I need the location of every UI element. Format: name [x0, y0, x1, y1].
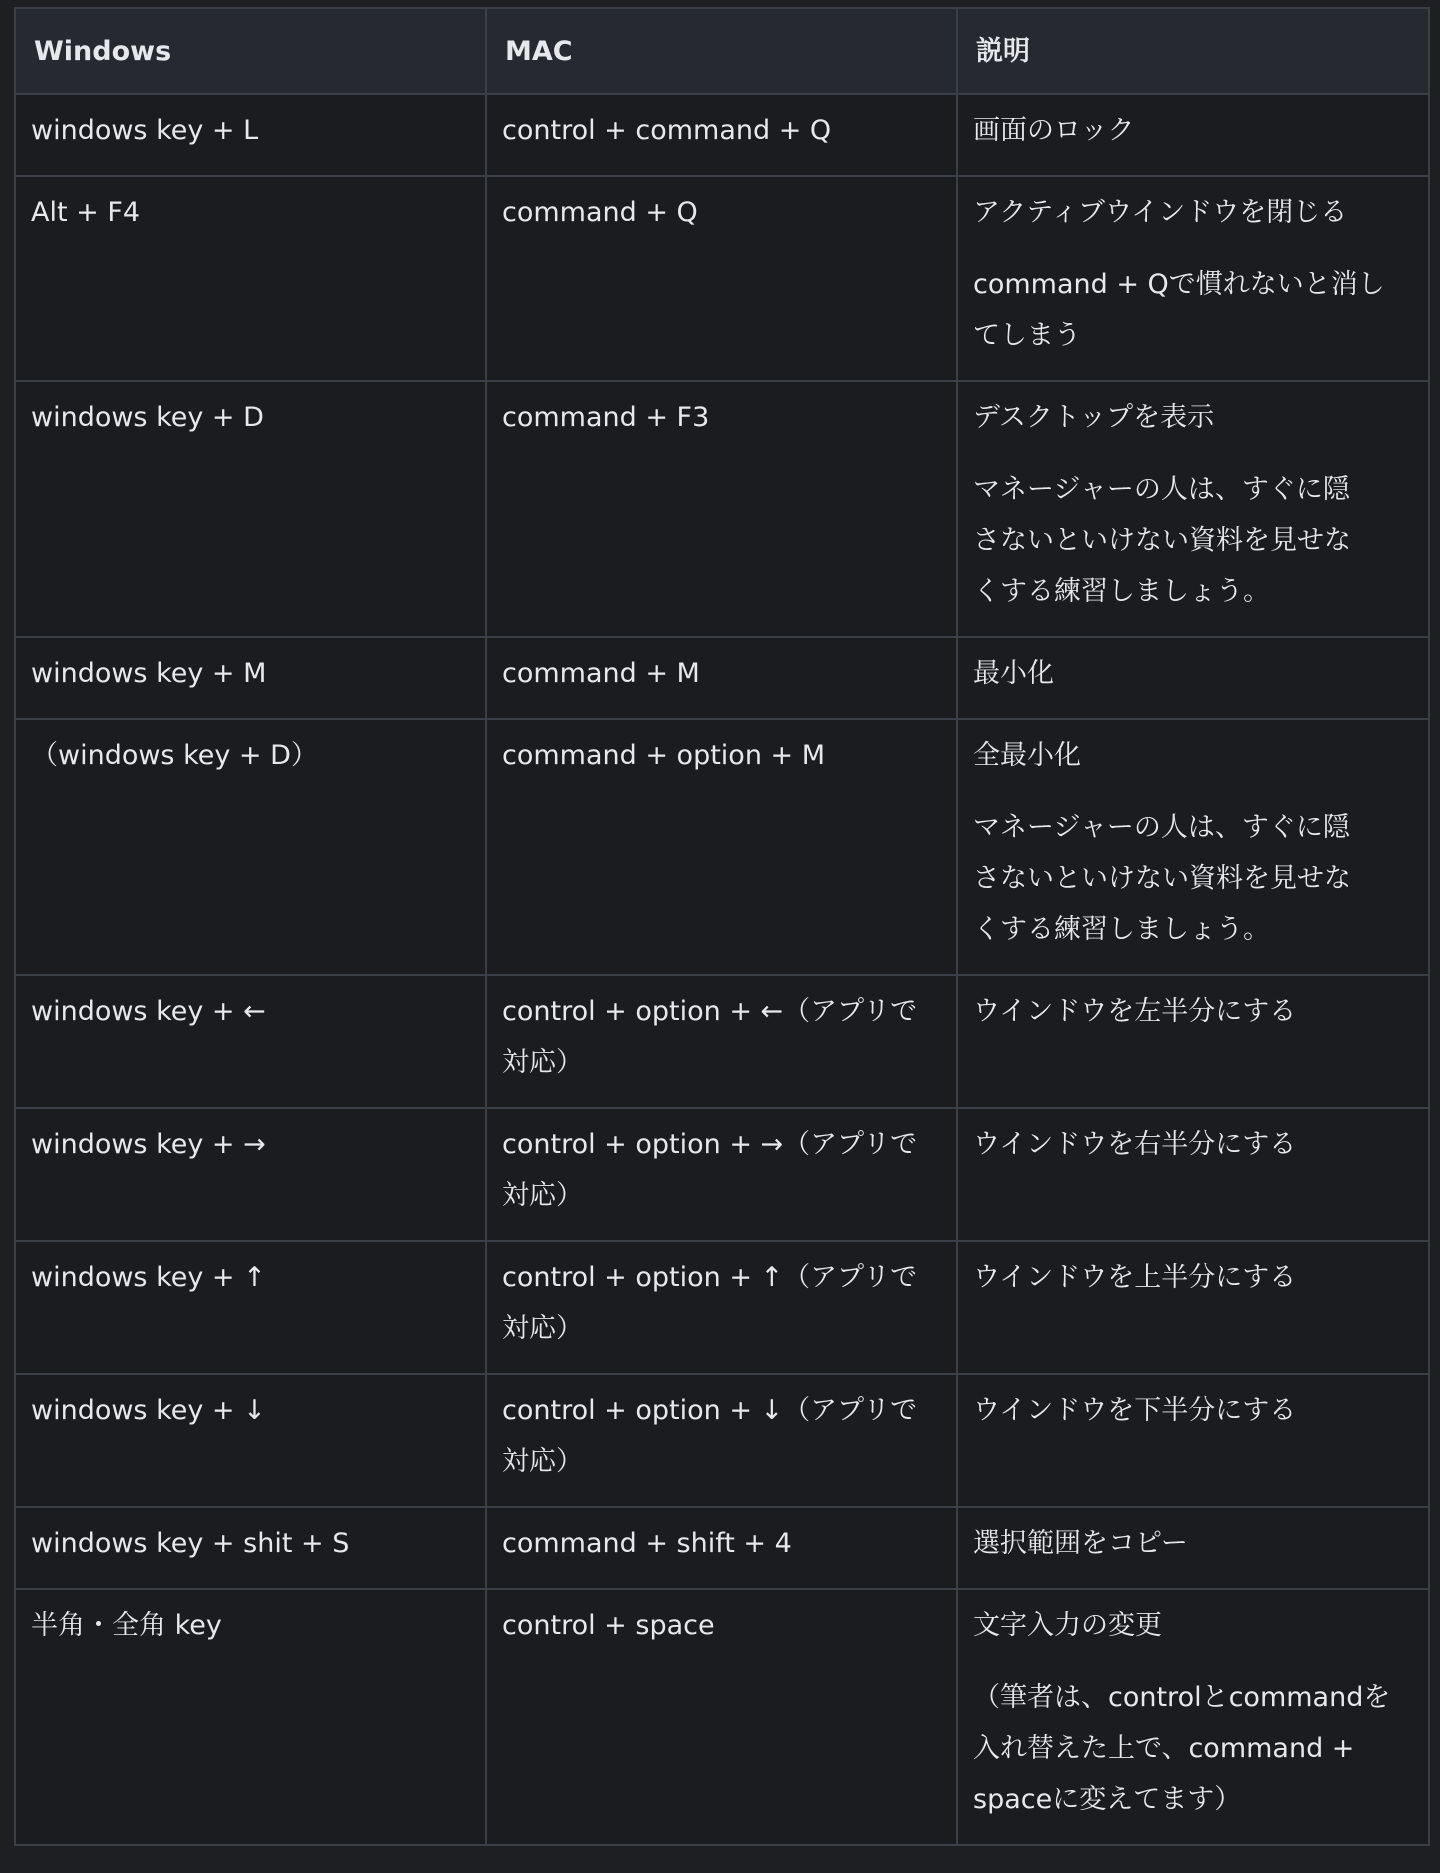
description-cell — [957, 1241, 1429, 1374]
description-text: ウインドウを上半分にする — [973, 1262, 1297, 1293]
windows-shortcut-cell: windows key + ↑ — [15, 1241, 486, 1374]
description-text: 画面のロック — [973, 115, 1135, 146]
mac-shortcut-cell: control + option + ↓（アプリで 対応） — [486, 1374, 957, 1507]
mac-shortcut-cell: control + command + Q — [486, 94, 957, 176]
header-description: 説明 — [957, 8, 1429, 94]
windows-shortcut-cell: （windows key + D） — [15, 719, 486, 975]
mac-shortcut-cell: command + M — [486, 637, 957, 719]
description-cell — [957, 1589, 1429, 1845]
table-row — [15, 1507, 1429, 1589]
windows-shortcut-cell: Alt + F4 — [15, 176, 486, 381]
description-text: 全最小化 — [973, 740, 1081, 771]
description-text: ウインドウを左半分にする — [973, 996, 1297, 1027]
description-cell — [957, 381, 1429, 637]
mac-shortcut-cell: control + option + →（アプリで 対応） — [486, 1108, 957, 1241]
description-text: アクティブウインドウを閉じる — [973, 197, 1348, 228]
windows-shortcut-cell: windows key + ← — [15, 975, 486, 1108]
windows-shortcut-cell: 半角・全角 key — [15, 1589, 486, 1845]
mac-shortcut-cell: command + F3 — [486, 381, 957, 637]
header-mac: MAC — [486, 8, 957, 94]
description-cell — [957, 719, 1429, 975]
mac-shortcut-cell: command + option + M — [486, 719, 957, 975]
mac-shortcut-cell: control + option + ←（アプリで 対応） — [486, 975, 957, 1108]
table-row — [15, 381, 1429, 637]
description-text: ウインドウを下半分にする — [973, 1395, 1297, 1426]
windows-shortcut-cell: windows key + L — [15, 94, 486, 176]
description-text: 選択範囲をコピー — [973, 1528, 1188, 1559]
description-note: マネージャーの人は、すぐに隠 さないといけない資料を見せな くする練習しましょう。 — [973, 474, 1351, 607]
mac-shortcut-cell: command + Q — [486, 176, 957, 381]
description-cell — [957, 637, 1429, 719]
description-cell — [957, 94, 1429, 176]
mac-shortcut-cell: control + option + ↑（アプリで 対応） — [486, 1241, 957, 1374]
table-body — [15, 94, 1429, 1845]
description-cell — [957, 1374, 1429, 1507]
description-text: 最小化 — [973, 658, 1054, 689]
header-windows: Windows — [15, 8, 486, 94]
windows-shortcut-cell: windows key + M — [15, 637, 486, 719]
description-cell — [957, 1507, 1429, 1589]
mac-shortcut-cell: control + space — [486, 1589, 957, 1845]
table-row — [15, 719, 1429, 975]
description-note: （筆者は、controlとcommandを 入れ替えた上で、command + spaceに変えてます） — [973, 1682, 1391, 1815]
table-row — [15, 637, 1429, 719]
table-row — [15, 1374, 1429, 1507]
table-row — [15, 1241, 1429, 1374]
description-note: マネージャーの人は、すぐに隠 さないといけない資料を見せな くする練習しましょう。 — [973, 812, 1351, 945]
table-header-row — [15, 8, 1429, 94]
description-text: ウインドウを右半分にする — [973, 1129, 1297, 1160]
windows-shortcut-cell: windows key + ↓ — [15, 1374, 486, 1507]
description-cell — [957, 975, 1429, 1108]
description-text: 文字入力の変更 — [973, 1610, 1162, 1641]
table-row — [15, 1108, 1429, 1241]
mac-shortcut-cell: command + shift + 4 — [486, 1507, 957, 1589]
description-cell — [957, 1108, 1429, 1241]
windows-shortcut-cell: windows key + → — [15, 1108, 486, 1241]
description-cell — [957, 176, 1429, 381]
table-row — [15, 176, 1429, 381]
table-row — [15, 975, 1429, 1108]
table-row — [15, 1589, 1429, 1845]
shortcut-table-container — [14, 7, 1428, 1846]
description-text: デスクトップを表示 — [973, 402, 1215, 433]
table-row — [15, 94, 1429, 176]
windows-shortcut-cell: windows key + shit + S — [15, 1507, 486, 1589]
description-note: command + Qで慣れないと消し てしまう — [973, 269, 1385, 351]
windows-shortcut-cell: windows key + D — [15, 381, 486, 637]
shortcut-table — [14, 7, 1430, 1846]
